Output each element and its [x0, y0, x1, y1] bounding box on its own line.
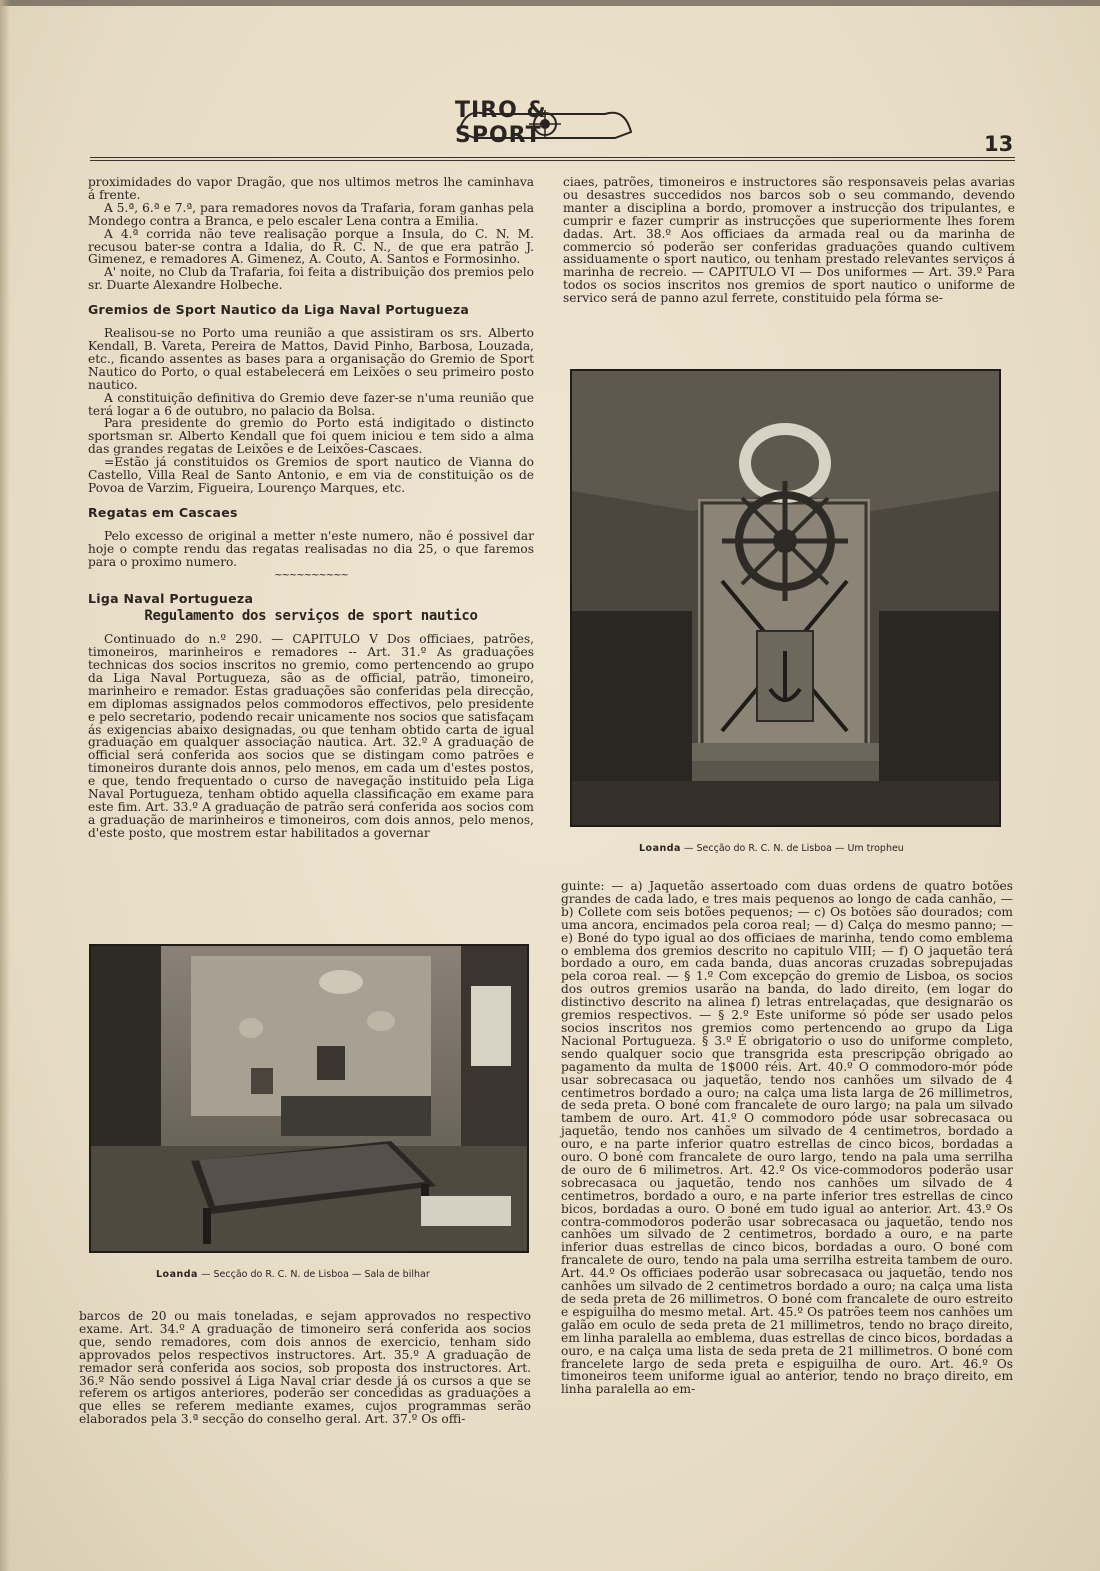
masthead-title: TIRO & SPORT: [455, 98, 547, 148]
left-column-bottom: [79, 1310, 531, 1426]
article-paragraph: proximidades do vapor Dragão, que nos ultimos metros lhe caminhava á frente.: [88, 175, 534, 202]
masthead-logo: [455, 98, 635, 148]
section-heading-gremios: Gremios de Sport Nautico da Liga Naval Portugueza: [88, 302, 470, 318]
section-heading-regatas: Regatas em Cascaes: [88, 504, 238, 520]
article-paragraph: Pelo excesso de original a metter n'este numero, não é possivel dar hoje o compte rendu das regatas realisadas no dia 25, o que faremos para o proximo numero.: [88, 528, 534, 569]
page-left-edge: [0, 0, 10, 1571]
caption-trophy: [639, 843, 904, 854]
article-paragraph: Continuado do n.º 290. — CAPITULO V Dos officiaes, patrões, timoneiros, marinheiros e remadores -- Art. 31.º As graduações technicas dos socios inscritos no gremio, como pertencendo ao grupo da Liga Naval Portugueza, são as de official, patrão, timoneiro, marinheiro e remador. Estas graduações são conferidas pela direcção, em diplomas assignados pelos commodoros effectivos, pelo presidente e pelo secretario, podendo recair unicamente nos socios que satisfaçam ás exigencias abaixo designadas, ou que tenham obtido carta de igual graduação em qualquer associação nautica. Art. 32.º A graduação de official será conferida aos socios que se distingam como patrões e timoneiros durante dois annos, pelo menos, em cada um d'estes postos, e que, tendo frequentado o curso de navegação instituido pela Liga Naval Portugueza, tenham obtido aquella classificação em exame para este fim. Art. 33.º A graduação de patrão será conferida aos socios com a graduação de marinheiros e timoneiros, com dois annos, pelo menos, d'este posto, que mostrem estar habilitados a governar: [88, 632, 534, 840]
article-paragraph: A 5.ª, 6.ª e 7.ª, para remadores novos da Trafaria, foram ganhas pela Mondego contra a Branca, e pelo escaler Lena contra a Emilia.: [88, 200, 534, 228]
section-heading-liga: Liga Naval Portugueza: [88, 591, 254, 607]
caption-billiards: [156, 1269, 430, 1280]
left-column-top: [88, 176, 534, 840]
article-paragraph: A' noite, no Club da Trafaria, foi feita a distribuição dos premios pelo sr. Duarte Alexandre Holbeche.: [88, 265, 534, 293]
caption-text: — Secção do R. C. N. de Lisboa — Sala de bilhar: [197, 1269, 430, 1280]
article-paragraph: guinte: — a) Jaquetão assertoado com duas ordens de quatro botões grandes de cada lado, e tres mais pequenos ao longo de cada canhão, — b) Collete com seis botões pequenos; — c) Os botões são dourados; com uma ancora, encimados pela coroa real; — d) Calça do mesmo panno; — e) Boné do typo igual ao dos officiaes de marinha, tendo como emblema o emblema dos gremios descrito no capitulo VIII; — f) O jaquetão terá bordado a ouro, em cada banda, duas ancoras cruzadas sobrepujadas pela coroa real. — § 1.º Com excepção do gremio de Lisboa, os socios dos outros gremios usarão na banda, do lado direito, (em logar do distinctivo descrito na alinea f) letras entrelaçadas, que designarão os gremios respectivos. — § 2.º Este uniforme só póde ser usado pelos socios inscritos nos gremios como pertencendo ao grupo da Liga Nacional Portugueza. § 3.º É obrigatorio o uso do uniforme completo, sendo qualquer socio que transgrida esta prescripção obrigado ao pagamento da multa de 1$000 réis. Art. 40.º O commodoro-mór póde usar sobrecasaca ou jaquetão, tendo nos canhões um silvado de 4 centimetros bordado a ouro; na calça uma lista larga de 26 millimetros, de seda preta. O boné com francalete de ouro largo; na pala um silvado tambem de ouro. Art. 41.º O commodoro póde usar sobrecasaca ou jaquetão, tendo nos canhões um silvado de 4 centimetros, bordado a ouro, e na parte inferior quatro estrellas de cinco bicos, bordadas a ouro. O boné com francalete de ouro largo, tendo na pala uma serrilha de ouro de 6 milimetros. Art. 42.º Os vice-commodoros poderão usar sobrecasaca ou jaquetão, tendo nos canhões um silvado de 4 centimetros, bordado a ouro, e na parte inferior tres estrellas de cinco bicos, bordadas a ouro. O boné em tudo igual ao anterior. Art. 43.º Os contra-commodoros poderão usar sobrecasaca ou jaquetão, tendo nos canhões um silvado de 2 centimetros, bordado a ouro, e na parte inferior duas estrellas de cinco bicos, bordadas a ouro. O boné com francalete de ouro, tendo na pala uma serrilha estreita tambem de ouro. Art. 44.º Os officiaes poderão usar sobrecasaca ou jaquetão, tendo nos canhões um silvado de 2 centimetros bordado a ouro; na calça uma lista de seda preta de 26 millimetros. O boné com francalete de ouro estreito e espiguilha do mesmo metal. Art. 45.º Os patrões teem nos canhões um galão em oculo de seda preta de 21 millimetros, tendo no braço direito, em linha paralella ao emblema, duas estrellas de cinco bicos, bordadas a ouro, e na calça uma lista de seda preta de 21 millimetros. O boné com francelete largo de seda preta e espiguilha de ouro. Art. 46.º Os timoneiros teem uniforme igual ao anterior, tendo no braço direito, em linha paralella ao em-: [561, 879, 1013, 1397]
article-title: Regulamento dos serviços de sport nautico: [144, 608, 478, 625]
photo-trophy: [570, 369, 1001, 827]
caption-place: Loanda: [156, 1269, 198, 1280]
article-paragraph: =Estão já constituidos os Gremios de sport nautico de Vianna do Castello, Villa Real de Santo Antonio, e em via de constituição os de Povoa de Varzim, Figueira, Lourenço Marques, etc.: [88, 455, 534, 495]
right-column-top: [563, 176, 1015, 305]
article-paragraph: A constituição definitiva do Gremio deve fazer-se n'uma reunião que terá logar a 6 de outubro, no palacio da Bolsa.: [88, 390, 534, 418]
billiards-illustration: [91, 946, 527, 1251]
article-paragraph: ciaes, patrões, timoneiros e instructores são responsaveis pelas avarias ou desastres succedidos nos barcos sob o seu commando, devendo manter a disciplina a bordo, promover a instrucção dos tripulantes, e cumprir e fazer cumprir as instrucções que superiormente lhes forem dadas. Art. 38.º Aos officiaes da armada real ou da marinha de commercio só poderão ser conferidas graduações quando cultivem assiduamente o sport nautico, ou tenham prestado relevantes serviços á marinha de recreio. — CAPITULO VI — Dos uniformes — Art. 39.º Para todos os socios inscritos nos gremios de sport nautico o uniforme de servico será de panno azul ferrete, constituido pela fórma se-: [563, 175, 1015, 306]
article-paragraph: Para presidente do gremio do Porto está indigitado o distincto sportsman sr. Alberto Kendall que foi quem iniciou e tem sido a alma das grandes regatas de Leixões e de Leixões-Cascaes.: [88, 416, 534, 457]
page-number: 13: [984, 132, 1014, 156]
article-paragraph: barcos de 20 ou mais toneladas, e sejam approvados no respectivo exame. Art. 34.º A graduação de timoneiro será conferida aos socios que, sendo remadores, com dois annos de exercicio, tenham sido approvados pelos respectivos instructores. Art. 35.º A graduação de remador será conferida aos socios, sob proposta dos instructores. Art. 36.º Não sendo possivel á Liga Naval criar desde já os cursos a que se referem os artigos anteriores, poderão ser concedidas as graduações a que elles se referem mediante exames, cujos programmas serão elaborados pela 3.ª secção do conselho geral. Art. 37.º Os offi-: [79, 1309, 531, 1427]
page-top-edge: [0, 0, 1100, 6]
article-paragraph: A 4.ª corrida não teve realisação porque a Insula, do C. N. M. recusou bater-se contra a Idalia, do R. C. N., de que era patrão J. Gimenez, e remadores A. Gimenez, A. Couto, A. Santos e Formosinho.: [88, 226, 534, 267]
header-rule-thin: [90, 160, 1015, 161]
right-column-bottom: [561, 880, 1013, 1396]
caption-text: — Secção do R. C. N. de Lisboa — Um tropheu: [680, 843, 904, 854]
article-paragraph: Realisou-se no Porto uma reunião a que assistiram os srs. Alberto Kendall, B. Vareta, Pereira de Mattos, David Pinho, Barbosa, Louzada, etc., ficando assentes as bases para a organisação do Gremio de Sport Nautico do Porto, o qual estabelecerá em Leixões o seu primeiro posto nautico.: [88, 326, 534, 392]
header-rule: [90, 157, 1015, 158]
photo-billiards-room: [89, 944, 529, 1253]
section-ornament: ~~~~~~~~~~: [274, 570, 348, 582]
caption-place: Loanda: [639, 843, 681, 854]
trophy-illustration: [572, 371, 999, 825]
